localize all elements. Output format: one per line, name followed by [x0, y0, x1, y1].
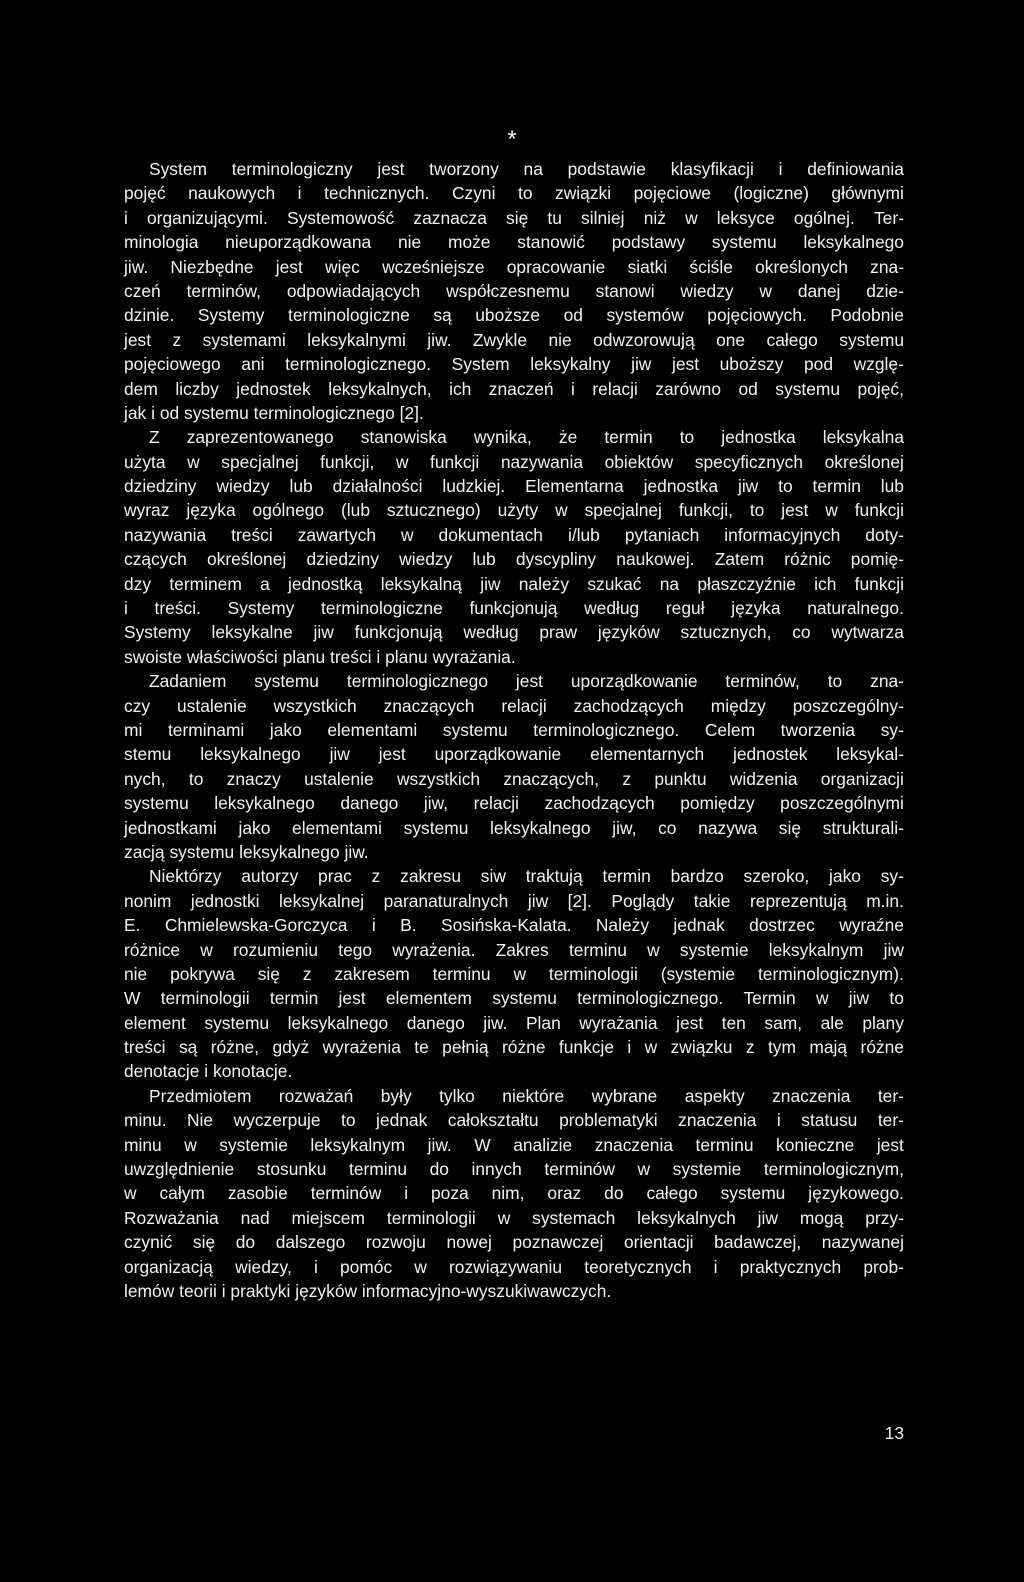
text-line: i organizującymi. Systemowość zaznacza się tu silniej niż w leksyce ogólnej. Ter-	[124, 207, 904, 228]
text-line: element systemu leksykalnego danego jiw. Plan wyrażania jest ten sam, ale plany	[124, 1012, 904, 1033]
text-line: minu w systemie leksykalnym jiw. W analizie znaczenia terminu konieczne jest	[124, 1134, 904, 1155]
text-line: w całym zasobie terminów i poza nim, oraz do całego systemu językowego.	[124, 1183, 904, 1204]
text-line: stemu leksykalnego jiw jest uporządkowanie elementarnych jednostek leksykal-	[124, 744, 904, 765]
text-line: minu. Nie wyczerpuje to jednak całokształtu problematyki znaczenia i statusu ter-	[124, 1110, 904, 1131]
text-line: jiw. Niezbędne jest więc wcześniejsze opracowanie siatki ściśle określonych zna-	[124, 256, 904, 277]
text-line: i treści. Systemy terminologiczne funkcjonują według reguł języka naturalnego.	[124, 598, 904, 619]
text-line: organizacją wiedzy, i pomóc w rozwiązywaniu teoretycznych i praktycznych prob-	[124, 1256, 904, 1277]
text-line: jednostkami jako elementami systemu leksykalnego jiw, co nazywa się strukturali-	[124, 817, 904, 838]
text-line: Przedmiotem rozważań były tylko niektóre wybrane aspekty znaczenia ter-	[149, 1085, 904, 1106]
text-line: czeń terminów, odpowiadających współczesnemu stanowi wiedzy w danej dzie-	[124, 280, 904, 301]
text-line: nazywania treści zawartych w dokumentach i/lub pytaniach informacyjnych doty-	[124, 524, 904, 545]
body-text	[124, 157, 904, 1303]
text-line: mi terminami jako elementami systemu terminologicznego. Celem tworzenia sy-	[124, 719, 904, 740]
text-line: nie pokrywa się z zakresem terminu w terminologii (systemie terminologicznym).	[124, 963, 904, 984]
text-line: jak i od systemu terminologicznego [2].	[124, 402, 424, 423]
text-line: Rozważania nad miejscem terminologii w systemach leksykalnych jiw mogą przy-	[124, 1207, 904, 1228]
text-line: wyraz języka ogólnego (lub sztucznego) użyty w specjalnej funkcji, to jest w funkcji	[124, 500, 904, 521]
text-line: minologia nieuporządkowana nie może stanowić podstawy systemu leksykalnego	[124, 232, 904, 253]
text-line: lemów teorii i praktyki języków informacyjno-wyszukiwawczych.	[124, 1280, 612, 1301]
text-line: zacją systemu leksykalnego jiw.	[124, 841, 369, 862]
text-line: Systemy leksykalne jiw funkcjonują według praw języków sztucznych, co wytwarza	[124, 622, 904, 643]
text-line: dziedziny wiedzy lub działalności ludzkiej. Elementarna jednostka jiw to termin lub	[124, 476, 904, 497]
text-line: czących określonej dziedziny wiedzy lub dyscypliny naukowej. Zatem różnic pomię-	[124, 549, 904, 570]
text-line: nonim jednostki leksykalnej paranaturalnych jiw [2]. Poglądy takie reprezentują m.in.	[124, 890, 904, 911]
text-line: dzinie. Systemy terminologiczne są uboższe od systemów pojęciowych. Podobnie	[124, 305, 904, 326]
text-line: E. Chmielewska-Gorczyca i B. Sosińska-Kalata. Należy jednak dostrzec wyraźne	[124, 915, 904, 936]
text-line: pojęć naukowych i technicznych. Czyni to związki pojęciowe (logiczne) głównymi	[124, 183, 904, 204]
text-line: dem liczby jednostek leksykalnych, ich znaczeń i relacji zarówno od systemu pojęć,	[124, 378, 904, 399]
page-number: 13	[884, 1423, 904, 1443]
text-line: Zadaniem systemu terminologicznego jest uporządkowanie terminów, to zna-	[149, 671, 904, 692]
text-line: System terminologiczny jest tworzony na podstawie klasyfikacji i definiowania	[149, 159, 904, 179]
text-line: użyta w specjalnej funkcji, w funkcji nazywania obiektów specyficznych określonej	[124, 451, 904, 472]
text-line: swoiste właściwości planu treści i planu wyrażania.	[124, 646, 516, 667]
text-line: czynić się do dalszego rozwoju nowej poznawczej orientacji badawczej, nazywanej	[124, 1232, 904, 1253]
text-line: Niektórzy autorzy prac z zakresu siw traktują termin bardzo szeroko, jako sy-	[149, 866, 904, 887]
text-line: dzy terminem a jednostką leksykalną jiw należy szukać na płaszczyźnie ich funkcji	[124, 573, 904, 594]
text-line: nych, to znaczy ustalenie wszystkich znaczących, z punktu widzenia organizacji	[124, 768, 904, 789]
text-line: czy ustalenie wszystkich znaczących relacji zachodzących między poszczególny-	[124, 695, 904, 716]
text-line: uwzględnienie stosunku terminu do innych terminów w systemie terminologicznym,	[124, 1159, 904, 1180]
text-line: jest z systemami leksykalnymi jiw. Zwykle nie odwzorowują one całego systemu	[124, 329, 904, 350]
text-line: pojęciowego ani terminologicznego. System leksykalny jiw jest uboższy pod wzglę-	[124, 354, 904, 375]
text-line: Z zaprezentowanego stanowiska wynika, że termin to jednostka leksykalna	[149, 427, 904, 448]
text-line: denotacje i konotacje.	[124, 1061, 293, 1082]
text-line: systemu leksykalnego danego jiw, relacji zachodzących pomiędzy poszczególnymi	[124, 793, 904, 814]
text-line: różnice w rozumieniu tego wyrażenia. Zakres terminu w systemie leksykalnym jiw	[124, 939, 904, 960]
section-marker: *	[507, 126, 517, 153]
text-line: treści są różne, gdyż wyrażenia te pełnią różne funkcje i w związku z tym mają różne	[124, 1037, 904, 1058]
text-line: W terminologii termin jest elementem systemu terminologicznego. Termin w jiw to	[124, 988, 904, 1009]
